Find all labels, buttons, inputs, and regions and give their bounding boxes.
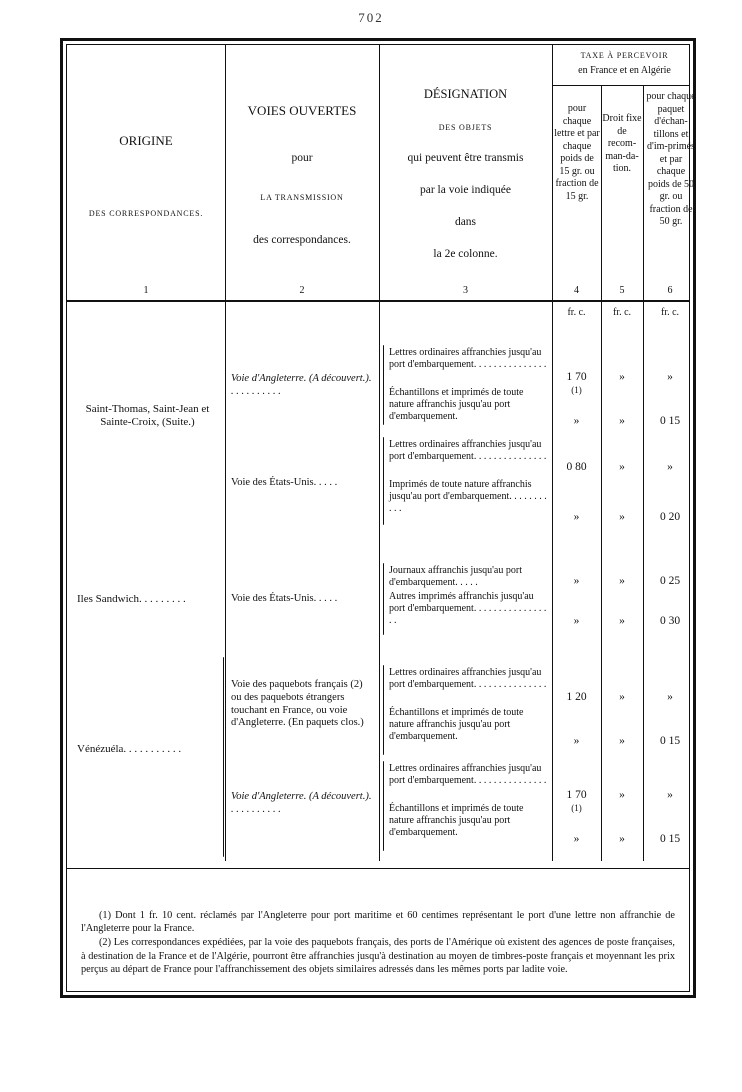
col-divider-2	[379, 45, 380, 861]
unit-col4: fr. c.	[567, 307, 586, 318]
footnote-1: (1) Dont 1 fr. 10 cent. réclamés par l'Angleterre pour port maritime et 60 centimes représentant le port d'une lettre non affranchie de l'Angleterre pour la France.	[81, 910, 675, 935]
group-header-line	[552, 85, 689, 86]
desc-row5-a: Lettres ordinaires affranchies jusqu'au port d'embarquement. . . . . . . . . . . . . . .	[389, 763, 547, 787]
page-number: 702	[358, 10, 384, 25]
val-sandwich-c5b: »	[619, 615, 625, 627]
header-voies-transmission: LA TRANSMISSION	[260, 193, 344, 202]
brace-row4	[225, 671, 226, 757]
footnote-2: (2) Les correspondances expédiées, par la voie des paquebots français, des ports de l'Amérique où existent des agences de poste françaises, à destination de la France et de l'Algérie, pourront être affranchies jusqu'à destination au moyen de timbres-poste français et moyennant les prix perçus au départ de France pour l'affranchissement des objets similaires adressés dans les mêmes ports par ladite voie.	[81, 937, 675, 975]
val-sandwich-c4a: »	[573, 575, 580, 587]
val-row5-c6b: 0 15	[659, 833, 681, 845]
val-row2-c5a: »	[619, 461, 625, 473]
desc-row2-a: Lettres ordinaires affranchies jusqu'au port d'embarquement. . . . . . . . . . . . . . .	[389, 439, 547, 463]
table-frame	[60, 38, 696, 998]
origin-iles-sandwich: Iles Sandwich. . . . . . . . .	[77, 593, 186, 605]
table-inner	[66, 44, 696, 992]
header-taxe: TAXE À PERCEVOIR	[580, 51, 669, 60]
desc-row1-a: Lettres ordinaires affranchies jusqu'au port d'embarquement. . . . . . . . . . . . . . .	[389, 347, 547, 371]
header-num-2: 2	[299, 285, 305, 296]
header-origine: ORIGINE	[119, 133, 173, 148]
header-num-5: 5	[619, 285, 625, 296]
desc-sandwich-b: Autres imprimés affranchis jusqu'au port d'embarquement. . . . . . . . . . . . . . . . .	[389, 591, 547, 627]
header-num-6: 6	[667, 285, 673, 296]
val-row2-c6a: »	[667, 461, 673, 473]
table-bottom-line	[67, 868, 689, 869]
val-row5-c5b: »	[619, 833, 625, 845]
voie-row1: Voie d'Angleterre. (A découvert.). . . . . . . . . . .	[231, 373, 372, 397]
note-row5-c4a: (1)	[571, 803, 582, 813]
val-row1-c5a: »	[619, 371, 625, 383]
val-row2-c6b: 0 20	[659, 511, 681, 523]
val-sandwich-c6b: 0 30	[659, 615, 681, 627]
header-voies-corresp: des correspondances.	[253, 234, 351, 246]
header-designation-l4: par la voie indiquée	[419, 184, 511, 196]
val-row1-c6b: 0 15	[659, 415, 681, 427]
val-sandwich-c4b: »	[573, 615, 580, 627]
voie-row2: Voie des États-Unis. . . . .	[231, 477, 338, 488]
val-row1-c5b: »	[619, 415, 625, 427]
header-voies: VOIES OUVERTES	[247, 103, 357, 118]
voie-venezuela: Voie des paquebots français (2) ou des paquebots étrangers touchant en France, ou voie d'Angleterre. (En paquets clos.)	[231, 679, 364, 729]
voie-row5: Voie d'Angleterre. (A découvert.). . . . . . . . . . .	[231, 791, 372, 815]
header-col6: pour chaque paquet d'échan-tillons et d'im-primés et par chaque poids de 50 gr. ou fraction de 50 gr.	[646, 91, 696, 227]
val-row4-c5a: »	[619, 691, 625, 703]
header-num-3: 3	[463, 285, 468, 296]
unit-col5: fr. c.	[612, 307, 632, 318]
header-designation-l5: dans	[454, 216, 477, 228]
val-row2-c5b: »	[619, 511, 625, 523]
header-col4: pour chaque lettre et par chaque poids de 15 gr. ou fraction de 15 gr.	[554, 103, 600, 202]
brace-desc-row4	[383, 665, 384, 755]
unit-col6: fr. c.	[660, 307, 680, 318]
val-row4-c5b: »	[619, 735, 625, 747]
header-designation-l6: la 2e colonne.	[433, 248, 498, 260]
voie-sandwich: Voie des États-Unis. . . . .	[231, 593, 338, 604]
val-row1-c4b: »	[573, 415, 580, 427]
header-designation-l3: qui peuvent être transmis	[407, 152, 524, 164]
val-row4-c6a: »	[667, 691, 673, 703]
val-row1-c4a: 1 70	[566, 371, 587, 383]
header-col5: Droit fixe de recom-man-da-tion.	[602, 113, 642, 174]
val-row5-c6a: »	[667, 789, 673, 801]
desc-row4-a: Lettres ordinaires affranchies jusqu'au port d'embarquement. . . . . . . . . . . . . . .	[389, 667, 547, 691]
note-row1-c4a: (1)	[571, 385, 582, 395]
footnotes	[81, 909, 675, 977]
brace-desc-row1	[383, 345, 384, 425]
desc-row1-b: Échantillons et imprimés de toute nature affranchis jusqu'au port d'embarquement.	[389, 387, 524, 423]
brace-desc-row2	[383, 437, 384, 525]
origin-venezuela: Vénézuéla. . . . . . . . . . .	[77, 743, 182, 755]
val-row1-c6a: »	[667, 371, 673, 383]
header-designation-objets: DES OBJETS	[438, 123, 493, 132]
val-row4-c6b: 0 15	[659, 735, 681, 747]
val-row4-c4a: 1 20	[566, 691, 587, 703]
val-row2-c4b: »	[573, 511, 580, 523]
val-row5-c4b: »	[573, 833, 580, 845]
desc-row4-b: Échantillons et imprimés de toute nature affranchis jusqu'au port d'embarquement.	[389, 707, 524, 743]
brace-venezuela	[223, 657, 224, 857]
header-origine-sub: DES CORRESPONDANCES.	[88, 209, 204, 218]
desc-row2-b: Imprimés de toute nature affranchis jusqu'au port d'embarquement. . . . . . . . . . .	[389, 479, 547, 515]
brace-row5	[225, 765, 226, 861]
header-voies-pour: pour	[291, 152, 313, 164]
desc-sandwich-a: Journaux affranchis jusqu'au port d'embarquement. . . . .	[389, 565, 522, 589]
header-bottom-line	[67, 300, 689, 302]
header-taxe-sub: en France et en Algérie	[578, 65, 671, 76]
header-num-1: 1	[143, 285, 149, 296]
header-designation: DÉSIGNATION	[423, 87, 508, 101]
header-num-4: 4	[574, 285, 579, 296]
origin-saint-thomas: Saint-Thomas, Saint-Jean et Sainte-Croix, (Suite.)	[85, 403, 210, 429]
val-row2-c4a: 0 80	[566, 461, 587, 473]
brace-desc-sandwich	[383, 563, 384, 635]
brace-row2	[225, 437, 226, 537]
val-sandwich-c5a: »	[619, 575, 625, 587]
desc-row5-b: Échantillons et imprimés de toute nature affranchis jusqu'au port d'embarquement.	[389, 803, 524, 839]
val-row5-c5a: »	[619, 789, 625, 801]
val-sandwich-c6a: 0 25	[659, 575, 681, 587]
val-row5-c4a: 1 70	[566, 789, 587, 801]
val-row4-c4b: »	[573, 735, 580, 747]
brace-desc-row5	[383, 761, 384, 851]
